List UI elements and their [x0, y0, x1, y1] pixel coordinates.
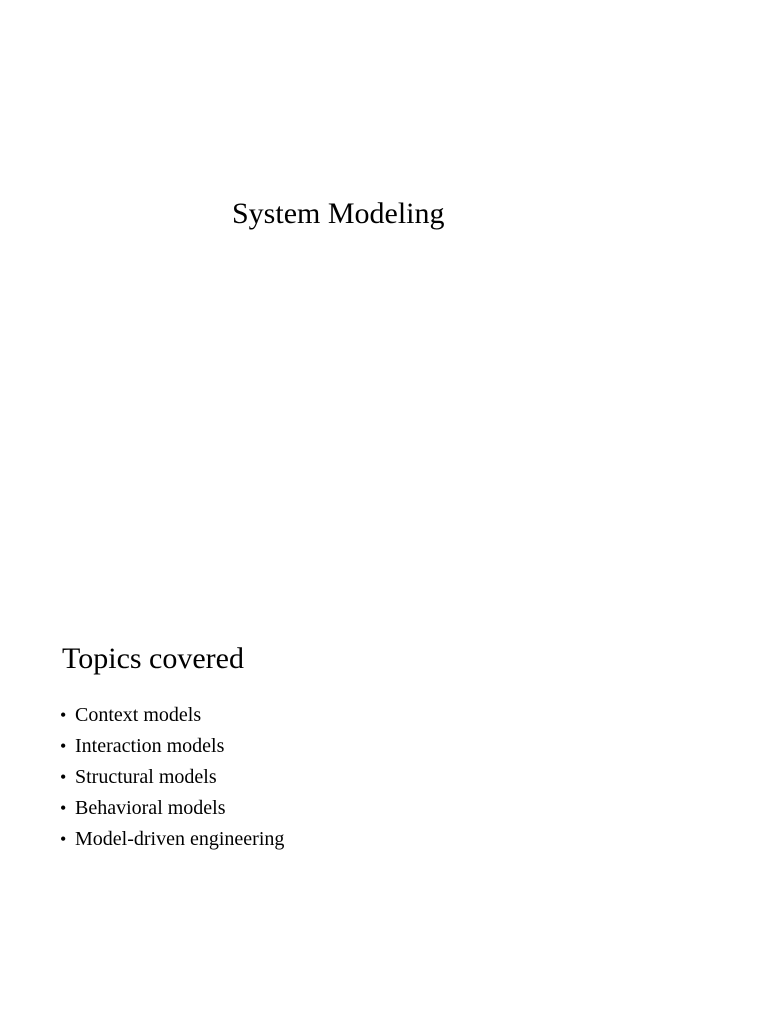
list-item [60, 826, 284, 857]
topics-list [60, 702, 284, 857]
bullet-icon: • [60, 736, 67, 756]
list-item-label: Model-driven engineering [75, 828, 285, 850]
list-item-label: Context models [75, 704, 202, 726]
list-item [60, 702, 284, 733]
slide-2 [0, 512, 768, 1024]
bullet-icon: • [60, 829, 67, 849]
topics-heading: Topics covered [62, 642, 244, 675]
list-item-label: Interaction models [75, 735, 225, 757]
list-item-label: Behavioral models [75, 797, 226, 819]
slide-title: System Modeling [232, 197, 445, 230]
bullet-icon: • [60, 798, 67, 818]
list-item [60, 764, 284, 795]
bullet-icon: • [60, 767, 67, 787]
list-item [60, 795, 284, 826]
list-item-label: Structural models [75, 766, 217, 788]
bullet-icon: • [60, 705, 67, 725]
list-item [60, 733, 284, 764]
